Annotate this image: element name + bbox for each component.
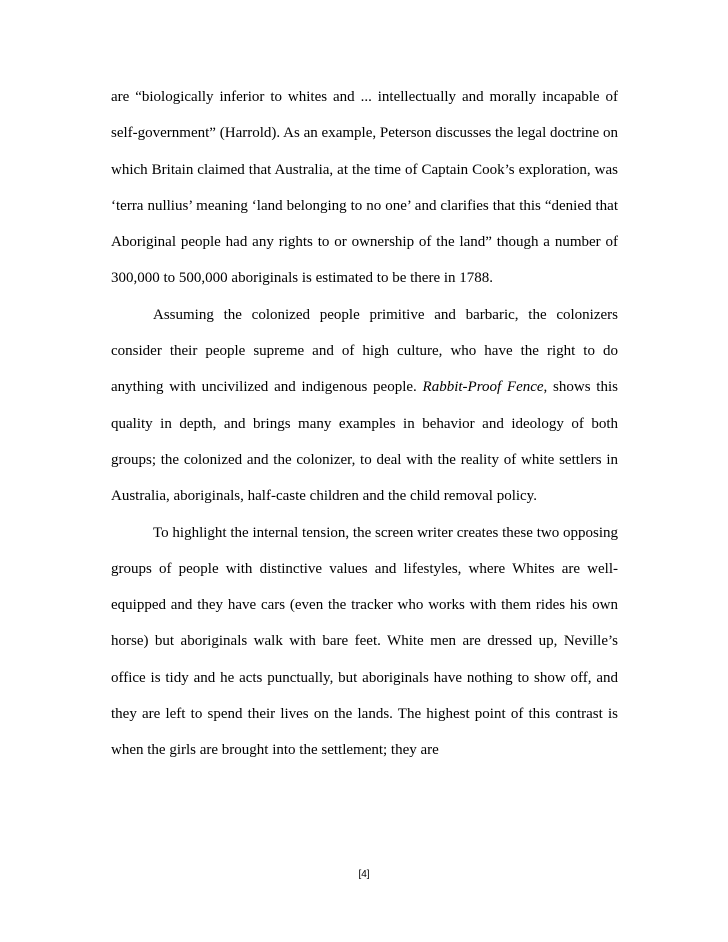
paragraph-3: To highlight the internal tension, the screen writer creates these two opposing groups of people with distinctive values and lifestyles, where Whites are well-equipped and they have cars (even the tracker who works with them rides his own horse) but aboriginals walk with bare feet. White men are dressed up, Neville’s office is tidy and he acts punctually, but aboriginals have nothing to show off, and they are left to spend their lives on the lands. The highest point of this contrast is when the girls are brought into the settlement; they are (111, 524, 618, 759)
document-body (111, 79, 618, 769)
paragraph-1: are “biologically inferior to whites and ... intellectually and morally incapable of self-government” (Harrold). As an example, Peterson discusses the legal doctrine on which Britain claimed that Australia, at the time of Captain Cook’s exploration, was ‘terra nullius’ meaning ‘land belonging to no one’ and clarifies that this “denied that Aboriginal people had any rights to or ownership of the land” though a number of 300,000 to 500,000 aboriginals is estimated to be there in 1788. (111, 89, 618, 287)
paragraph-2-text-start: Assuming the colonized people primitive and barbaric, the colonizers consider their people supreme and of high culture, who have the right to do anything with uncivilized and indigenous people. (111, 306, 618, 396)
film-title: Rabbit-Proof Fence (422, 379, 544, 396)
paragraph-2 (111, 297, 618, 515)
paragraph-2-text-end: , shows this quality in depth, and brings many examples in behavior and ideology of both groups; the colonized and the colonizer, to deal with the reality of white settlers in Australia, aboriginals, half-caste children and the child removal policy. (111, 379, 618, 505)
page-number: [4] (358, 869, 370, 880)
